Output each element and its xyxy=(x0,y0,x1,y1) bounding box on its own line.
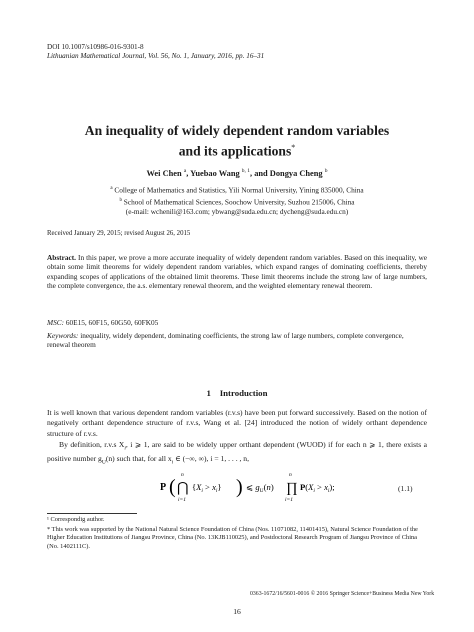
received-dates: Received January 29, 2015; revised August 26, 2015 xyxy=(47,230,191,237)
author-list: Wei Chen $^a$, Yuebao Wang $^{b, 1}$, and Dongya Cheng $^b$ xyxy=(146,168,328,178)
author-3: , and Dongya Cheng xyxy=(250,168,323,178)
msc-codes xyxy=(47,318,158,327)
msc-text: 60E15, 60F15, 60G50, 60FK05 xyxy=(65,318,159,327)
svg-text:{Xi > xi}: $\{X_i > x_i\}$ xyxy=(192,482,222,494)
svg-text:n: n xyxy=(181,472,184,478)
issn-line: 0363-1672/16/5601-0016 © 2016 Springer Science+Business Media New York xyxy=(250,591,435,597)
msc-label: MSC: xyxy=(47,318,65,327)
equation-number: (1.1) xyxy=(398,484,413,493)
footnote-funding: * This work was supported by the National Natural Science Foundation of China (Nos. 11071082, 11401415), Natural Science Foundation of the Higher Education Institutions of Jiangsu Province, China (No. 13KJB110025), and Postdoctoral Research Program of Jiangsu Province of China (No. 1402111C). xyxy=(47,526,418,550)
svg-text:(: ( xyxy=(169,476,176,498)
affiliations xyxy=(0,184,474,218)
body-paragraph-1: It is well known that various dependent random variables (r.v.s) have been put forward successively. Based on the notion of negatively orthant dependence structure of r.v.s, Wang et al. [24] introduced the notion of widely orthant dependence structure of r.v.s. xyxy=(47,408,427,438)
author-1: Wei Chen xyxy=(146,168,182,178)
author-emails: (e-mail: wchenili@163.com; ybwang@suda.edu.cn; dycheng@suda.edu.cn) xyxy=(125,207,349,217)
equation-1-1 xyxy=(160,468,380,510)
section-heading xyxy=(0,388,474,398)
svg-text:⋂: ⋂ xyxy=(177,481,189,496)
svg-text:∏: ∏ xyxy=(286,481,298,496)
svg-text:P: P xyxy=(160,482,167,493)
keywords-text: inequality, widely dependent, dominating coefficients, the strong law of large numbers, complete convergence, renewal theorem xyxy=(47,331,404,350)
affiliation-a: $^a$ College of Mathematics and Statistics, Yili Normal University, Yining 835000, China xyxy=(110,185,364,195)
paper-title xyxy=(0,122,474,160)
section-title: Introduction xyxy=(219,388,268,398)
affiliation-b: $^b$ School of Mathematical Sciences, Soochow University, Suzhou 215006, China xyxy=(119,197,355,207)
journal-citation: Lithuanian Mathematical Journal, Vol. 56, No. 1, January, 2016, pp. 16–31 xyxy=(47,52,265,60)
doi-line: DOI 10.1007/s10986-016-9301-8 xyxy=(47,43,144,51)
keywords xyxy=(47,331,427,350)
title-line-2: and its applications* xyxy=(178,143,296,159)
abstract-label: Abstract. xyxy=(47,253,76,262)
footnote-rule xyxy=(47,513,137,514)
title-footnote-mark: * xyxy=(291,143,296,152)
title-line-1: An inequality of widely dependent random variables xyxy=(84,123,390,138)
svg-text:): ) xyxy=(236,476,243,498)
author-2-affil: b, 1 xyxy=(241,168,251,174)
svg-text:⩽ gU(n): ⩽ $g_U(n)$ xyxy=(246,482,274,494)
journal-header xyxy=(47,43,264,61)
author-2: Yuebao Wang xyxy=(190,168,240,178)
abstract-text: In this paper, we prove a more accurate inequality of widely dependent random variables. Based on this inequality, we obtain some limit theorems for widely dependent random variables, which expand ranges of dominating coefficients, thereby expanding scopes of applications of the obtained limit theorems. These limit theorems include the strong law of large numbers, the complete convergence, the a.s. elementary renewal theorem, and the weighted elementary renewal theorem. xyxy=(47,253,427,290)
equation-render xyxy=(160,468,380,508)
page-number: 16 xyxy=(233,607,241,616)
body-paragraph-2: By definition, r.v.s $X_i$, i ⩾ 1, are said to be widely upper orthant dependent (WUOD) if for each n ⩾ 1, there exists a positive number $g_U(n)$ such that, for all $x_i$ ∈ (−∞, ∞), i = 1, . . . , n, xyxy=(47,440,427,466)
keywords-label: Keywords: xyxy=(47,331,79,340)
footnote-corresponding: ¹ Correspondig author. xyxy=(47,516,105,523)
author-3-affil: b xyxy=(324,168,328,174)
svg-text:i=1: i=1 xyxy=(285,497,293,503)
svg-text:i=1: i=1 xyxy=(178,497,186,503)
abstract xyxy=(47,253,427,290)
author-1-affil: a xyxy=(183,168,187,174)
section-number: 1 xyxy=(206,388,211,398)
svg-text:P(Xi > xi);: $P(X_i > x_i)$; xyxy=(300,482,335,494)
svg-text:n: n xyxy=(289,472,292,478)
